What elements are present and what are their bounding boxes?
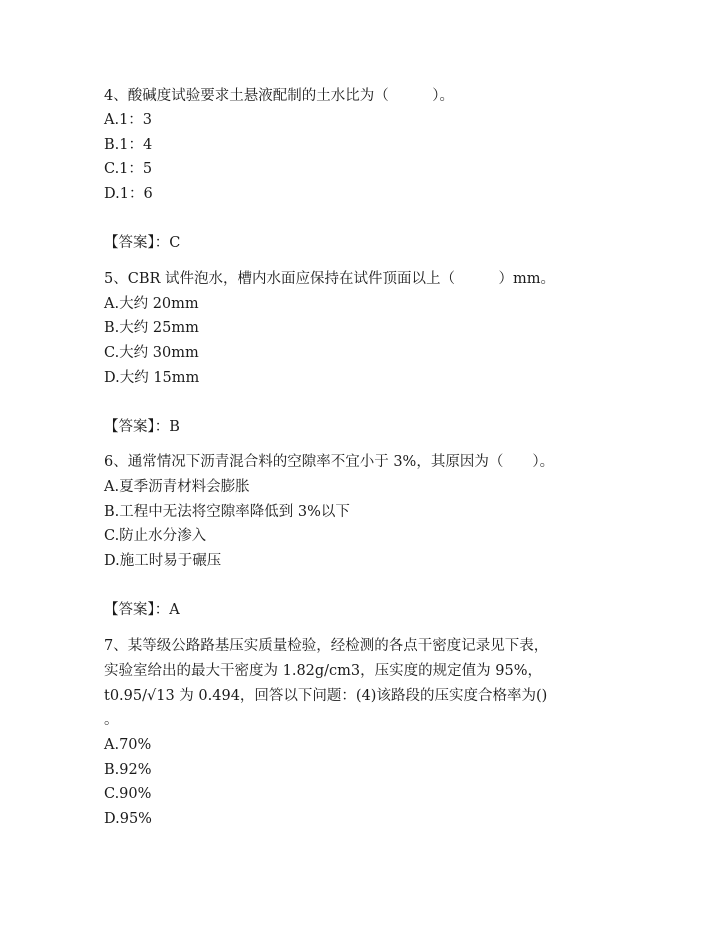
- question-6-option-c: C.防止水分渗入: [104, 528, 207, 544]
- question-4-stem: 4、酸碱度试验要求土悬液配制的土水比为（ ）。: [104, 88, 454, 104]
- question-6-answer: 【答案】：A: [104, 602, 180, 618]
- question-4-option-d: D.1：6: [104, 186, 153, 202]
- question-4-option-b: B.1：4: [104, 137, 153, 153]
- question-4-option-a: A.1：3: [104, 112, 153, 128]
- question-7-option-d: D.95%: [104, 811, 152, 827]
- question-5-stem: 5、CBR 试件泡水，槽内水面应保持在试件顶面以上（ ）mm。: [104, 271, 555, 287]
- question-5-option-a: A.大约 20mm: [104, 296, 199, 312]
- question-7-stem-line-1: 7、某等级公路路基压实质量检验，经检测的各点干密度记录见下表，: [104, 638, 549, 654]
- question-5-option-b: B.大约 25mm: [104, 320, 199, 336]
- question-7-option-a: A.70%: [104, 737, 152, 753]
- question-6-stem: 6、通常情况下沥青混合料的空隙率不宜小于 3%，其原因为（ ）。: [104, 454, 555, 470]
- question-5-answer: 【答案】：B: [104, 419, 180, 435]
- question-6-option-a: A.夏季沥青材料会膨胀: [104, 479, 250, 495]
- question-5-option-d: D.大约 15mm: [104, 370, 200, 386]
- question-4-option-c: C.1：5: [104, 161, 153, 177]
- question-5-option-c: C.大约 30mm: [104, 345, 199, 361]
- question-6-option-d: D.施工时易于碾压: [104, 553, 222, 569]
- question-7-option-c: C.90%: [104, 786, 152, 802]
- question-4-answer: 【答案】：C: [104, 235, 181, 251]
- question-7-stem-line-4: 。: [104, 712, 119, 728]
- question-6-option-b: B.工程中无法将空隙率降低到 3%以下: [104, 504, 350, 520]
- question-7-stem-line-3: t0.95/√13 为 0.494，回答以下问题：(4)该路段的压实度合格率为(): [104, 688, 548, 704]
- question-7-stem-line-2: 实验室给出的最大干密度为 1.82g/cm3，压实度的规定值为 95%，: [104, 663, 542, 679]
- question-7-option-b: B.92%: [104, 762, 152, 778]
